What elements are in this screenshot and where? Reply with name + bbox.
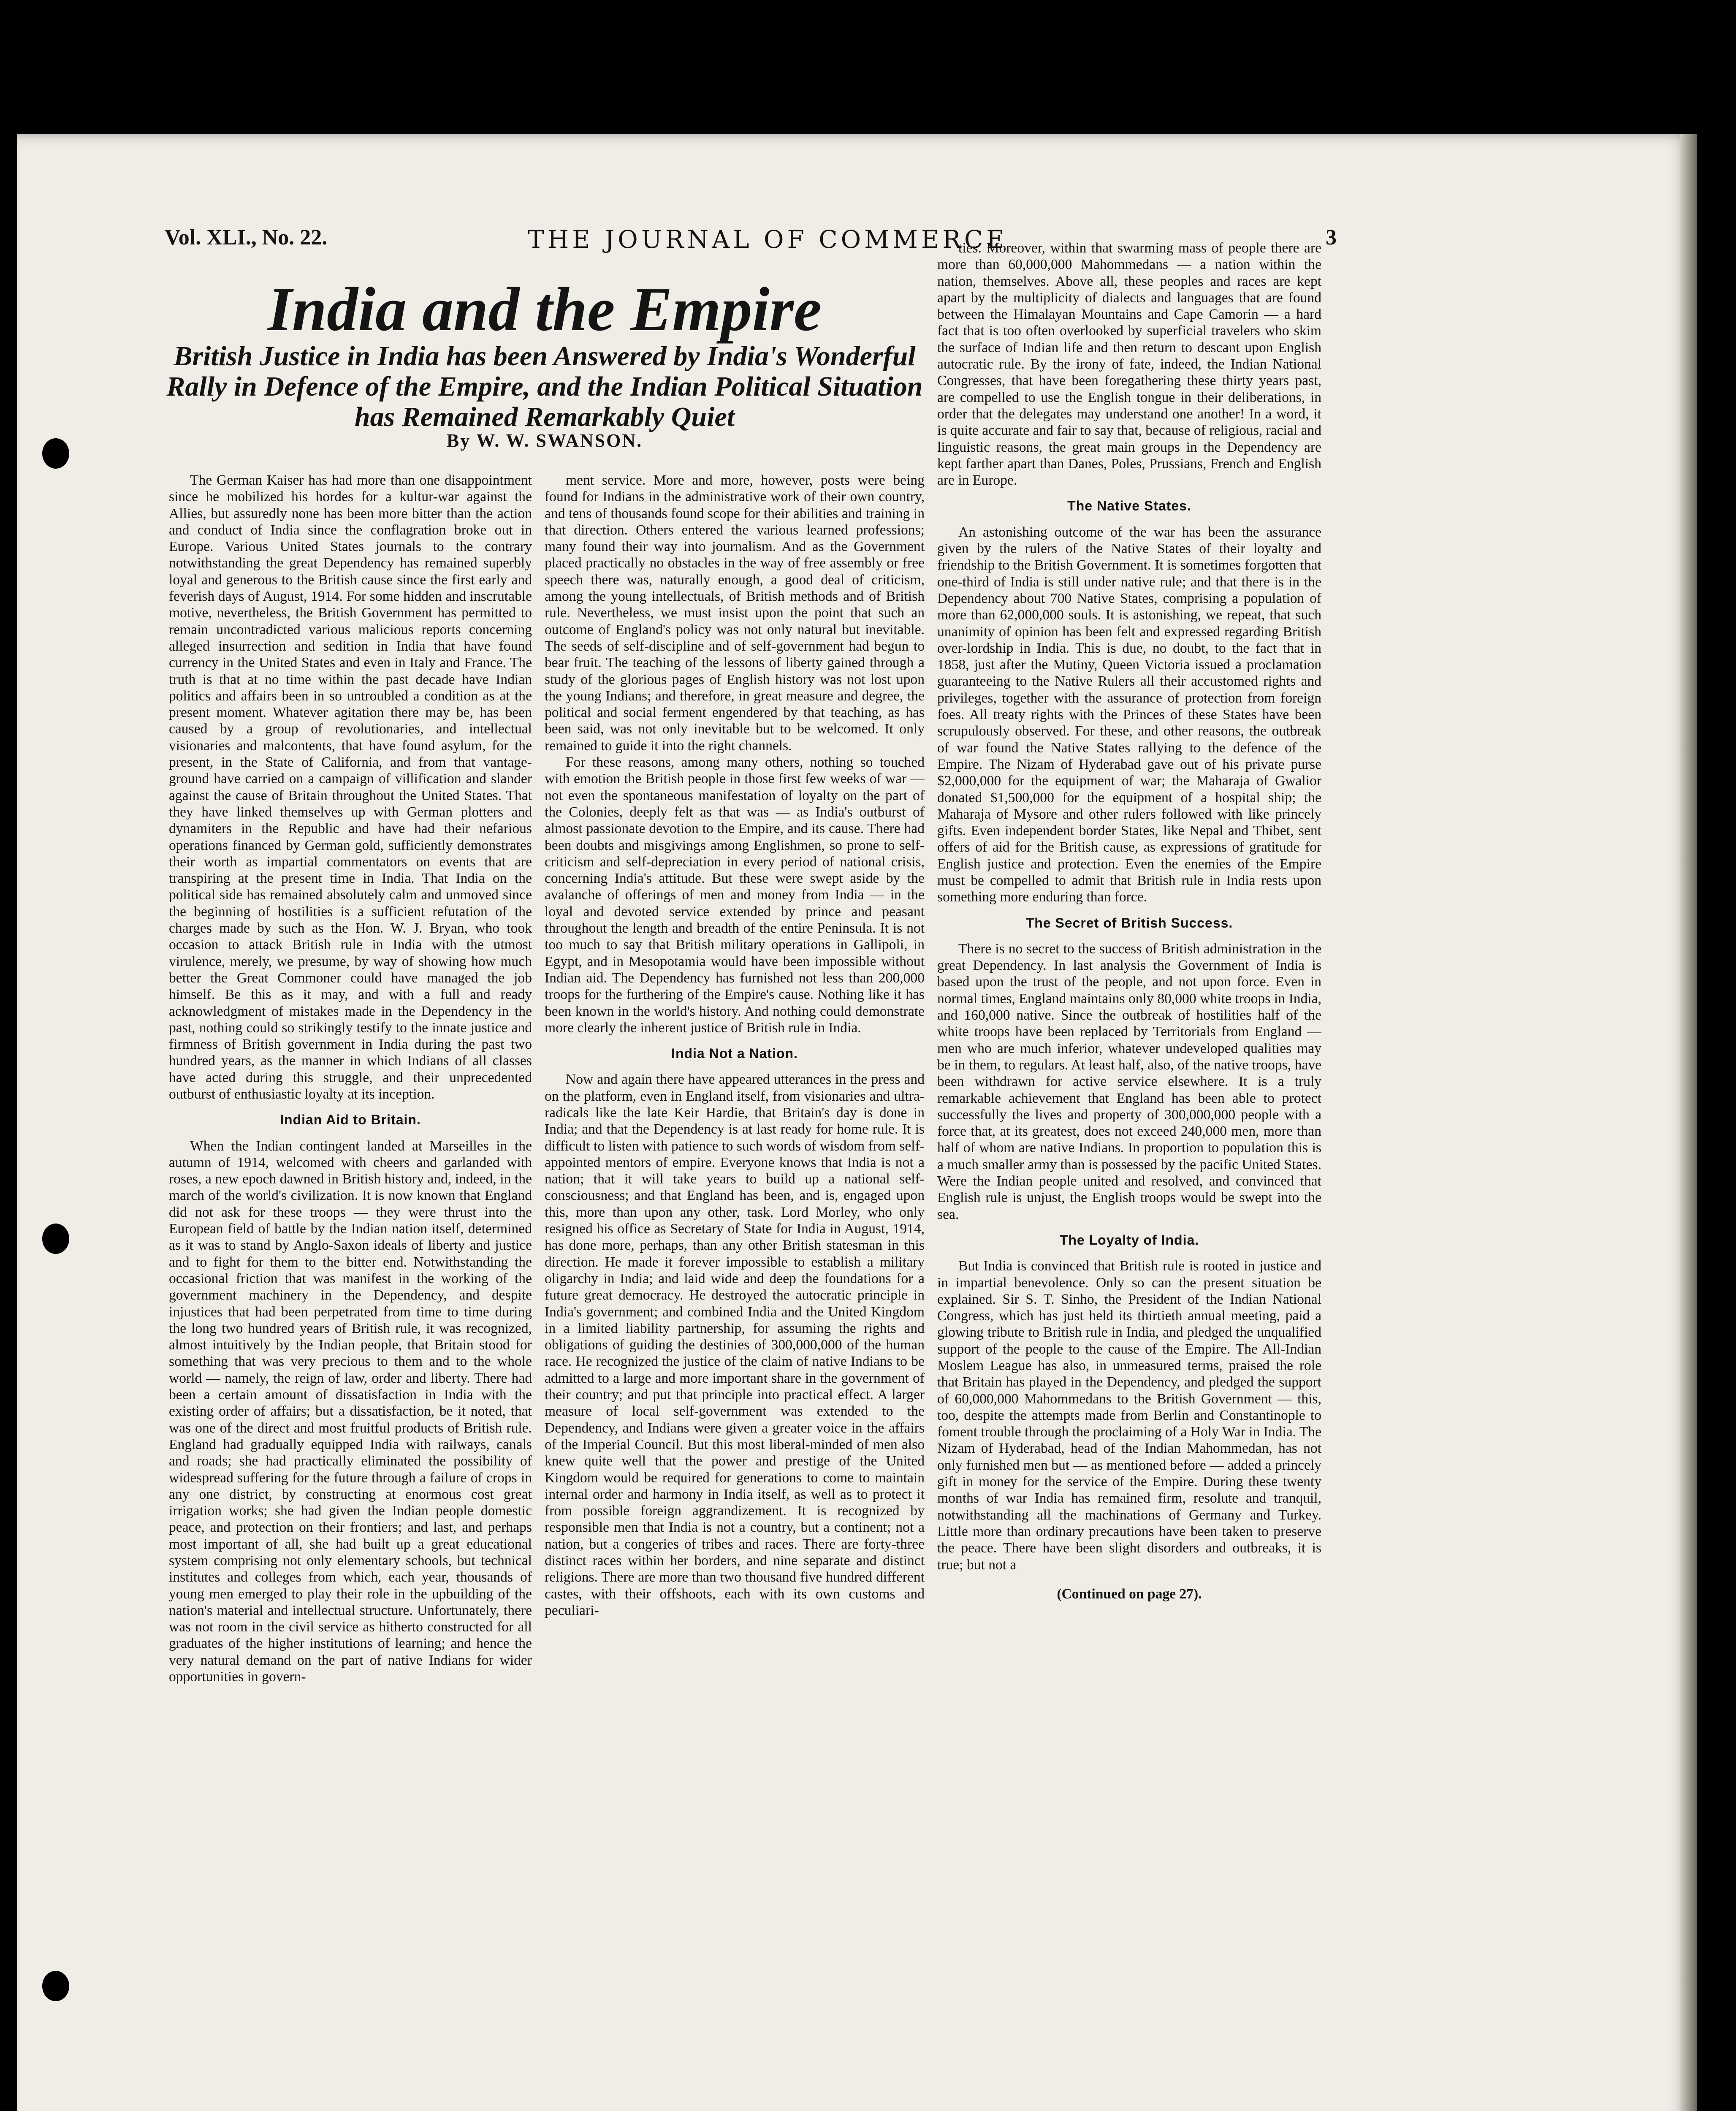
- article-title: India and the Empire: [268, 275, 822, 344]
- page-number: 3: [1326, 225, 1337, 250]
- paragraph: There is no secret to the success of British administration in the great Dependency. In last analysis the Government of India is based upon the trust of the people, and not upon force. Even in normal times, England maintains only 80,000 white troops in India, and 160,000 native. Since the outbreak of hostilities half of the white troops have been replaced by Territorials from England — men who are much inferior, whatever undeveloped qualities may be in them, to regulars. At least half, also, of the native troops, have been withdrawn for active service elsewhere. It is a truly remarkable achievement that England has been able to protect successfully the lives and property of 300,000,000 people with a force that, at its greatest, does not exceed 240,000 men, more than half of whom are native Indians. In proportion to population this is a much smaller army than is possessed by the pacific United States. Were the Indian people united and resolved, and convinced that English rule is unjust, the English troops would be swept into the sea.: [937, 941, 1321, 1222]
- volume-number: Vol. XLI., No. 22.: [165, 225, 328, 250]
- paragraph: ties. Moreover, within that swarming mass of people there are more than 60,000,000 Mahommedans — a nation within the nation, themselves. Above all, these peoples and races are kept apart by the multiplicity of dialects and languages that are found between the Himalayan Mountains and Cape Camorin — a hard fact that is too often overlooked by superficial travelers who skim the surface of Indian life and then return to descant upon English autocratic rule. By the irony of fate, indeed, the Indian National Congresses, that have been foregathering these thirty years past, are compelled to use the English tongue in their deliberations, in order that the delegates may understand one another! In a word, it is quite accurate and fair to say that, because of religious, racial and linguistic reasons, the great main groups in the Dependency are kept farther apart than Danes, Poles, Prussians, French and English are in Europe.: [937, 240, 1321, 488]
- article-column-1: [169, 472, 532, 2111]
- binding-hole: [42, 438, 69, 469]
- section-heading: The Native States.: [1067, 498, 1191, 514]
- page-edge-shadow: [1680, 134, 1697, 2111]
- paragraph: But India is convinced that British rule is rooted in justice and in impartial benevolence. Only so can the present situation be explained. Sir S. T. Sinho, the President of the Indian National Congress, which has just held its thirtieth annual meeting, paid a glowing tribute to British rule in India, and pledged the unqualified support of the people to the cause of the Empire. The All-Indian Moslem League has also, in unmeasured terms, praised the role that Britain has played in the Dependency, and pledged the support of 60,000,000 Mahommedans to the British Government — this, too, despite the attempts made from Berlin and Constantinople to foment trouble through the proclaiming of a Holy War in India. The Nizam of Hyderabad, head of the Indian Mahommedan, has not only furnished men but — as mentioned before — added a princely gift in money for the service of the Empire. During these twenty months of war India has remained firm, resolute and tranquil, notwithstanding all the machinations of Germany and Turkey. Little more than ordinary precautions have been taken to preserve the peace. There have been slight disorders and outbreaks, it is true; but not a: [937, 1258, 1321, 1573]
- paragraph: Now and again there have appeared utterances in the press and on the platform, even in England itself, from visionaries and ultra-radicals like the late Keir Hardie, that Britain's day is done in India; and that the Dependency is at last ready for home rule. It is difficult to listen with patience to such words of wisdom from self-appointed mentors of empire. Everyone knows that India is not a nation; that it will take years to build up a national self-consciousness; and that England has been, and is, engaged upon this, more than upon any other, task. Lord Morley, who only resigned his office as Secretary of State for India in August, 1914, has done more, perhaps, than any other British statesman in this direction. He made it forever impossible to establish a military oligarchy in India; and laid wide and deep the foundations for a future great democracy. He destroyed the autocratic principle in India's government; and combined India and the United Kingdom in a limited liability partnership, for assuming the rights and obligations of guiding the destinies of 300,000,000 of the human race. He recognized the justice of the claim of native Indians to be admitted to a large and more important share in the government of their country; and put that principle into practical effect. A larger measure of local self-government was extended to the Dependency, and Indians were given a greater voice in the affairs of the Imperial Council. But this most liberal-minded of men also knew quite well that the power and prestige of the United Kingdom would be required for generations to come to maintain internal order and harmony in India itself, as well as to protect it from possible foreign aggrandizement. It is recognized by responsible men that India is not a country, but a continent; not a nation, but a congeries of tribes and races. There are forty-three distinct races within her borders, and nine separate and distinct religions. There are more than two thousand five hundred different castes, with their offshoots, each with its own customs and peculiari-: [545, 1072, 925, 1618]
- newspaper-page: [17, 134, 1697, 2111]
- binding-hole: [42, 1224, 69, 1254]
- paragraph: The German Kaiser has had more than one disappointment since he mobilized his hordes for a kultur-war against the Allies, but assuredly none has been more bitter than the action and conduct of India since the conflagration broke out in Europe. Various United States journals to the contrary notwithstanding the great Dependency has remained superbly loyal and generous to the British cause since the first early and feverish days of August, 1914. For some hidden and inscrutable motive, nevertheless, the British Government has permitted to remain uncontradicted various malicious reports concerning alleged insurrection and sedition in India that have found currency in the United States and even in Italy and France. The truth is that at no time within the past decade have Indian politics and affairs been in so untroubled a condition as at the present moment. Whatever agitation there may be, has been caused by a group of revolutionaries, and intellectual visionaries and malcontents, that have found asylum, for the present, in the State of California, and from that vantage-ground have carried on a campaign of villification and slander against the cause of Britain throughout the United States. That they have linked themselves up with German plotters and dynamiters in the Republic and have had their nefarious operations financed by German gold, sufficiently demonstrates their worth as impartial commentators on events that are transpiring at the present time in India. That India on the political side has remained absolutely calm and unmoved since the beginning of hostilities is a sufficient refutation of the charges made by such as the Hon. W. J. Bryan, who took occasion to attack British rule in India with the utmost virulence, merely, we presume, by way of showing how much better the Great Commoner could have managed the job himself. Be this as it may, and with a full and ready acknowledgment of mistakes made in the Dependency in the past, nothing could so strikingly testify to the innate justice and firmness of British government in India during the past two hundred years, as the manner in which Indians of all classes have acted during this struggle, and their unprecedented outburst of enthusiastic loyalty at its inception.: [169, 472, 532, 1102]
- section-heading: The Loyalty of India.: [1059, 1232, 1199, 1248]
- section-heading: The Secret of British Success.: [1025, 915, 1233, 931]
- section-heading: India Not a Nation.: [671, 1046, 798, 1061]
- article-column-3: [937, 240, 1321, 2111]
- article-subtitle: British Justice in India has been Answered by India's Wonderful Rally in Defence of the Empire, and the Indian Political Situation has Remained Remarkably Quiet: [166, 341, 923, 432]
- continued-note: (Continued on page 27).: [1057, 1586, 1202, 1602]
- paragraph: An astonishing outcome of the war has been the assurance given by the rulers of the Native States of their loyalty and friendship to the British Government. It is sometimes forgotten that one-third of India is still under native rule; and that there is in the Dependency about 700 Native States, comprising a population of more than 62,000,000 souls. It is astonishing, we repeat, that such unanimity of opinion has been felt and expressed regarding British over-lordship in India. This is due, no doubt, to the fact that in 1858, just after the Mutiny, Queen Victoria issued a proclamation guaranteeing to the Native Rulers all their accustomed rights and privileges, together with the assurance of protection from foreign foes. All treaty rights with the Princes of these States have been scrupulously observed. For these, and other reasons, the outbreak of war found the Native States rallying to the defence of the Empire. The Nizam of Hyderabad gave out of his private purse $2,000,000 for the equipment of war; the Maharaja of Gwalior donated $1,500,000 for the equipment of a hospital ship; the Maharaja of Mysore and other rulers followed with like princely gifts. Even independent border States, like Nepal and Thibet, sent offers of aid for the British cause, as expressions of gratitude for English justice and protection. Even the enemies of the Empire must be compelled to admit that British rule in India rests upon something more enduring than force.: [937, 524, 1321, 905]
- paragraph: ment service. More and more, however, posts were being found for Indians in the administrative work of their own country, and tens of thousands found scope for their abilities and training in that direction. Others entered the various learned professions; many found their way into journalism. And as the Government placed practically no obstacles in the way of free assembly or free speech there was, naturally enough, a good deal of criticism, among the young intellectuals, of British methods and of British rule. Nevertheless, we must insist upon the point that such an outcome of England's policy was not only natural but inevitable. The seeds of self-discipline and of self-government had begun to bear fruit. The teaching of the lessons of liberty gained through a study of the glorious pages of English history was not lost upon the young Indians; and therefore, in great measure and degree, the political and social ferment engendered by that teaching, as has been said, was not only inevitable but to be welcomed. It only remained to guide it into the right channels.: [545, 472, 925, 754]
- paragraph: For these reasons, among many others, nothing so touched with emotion the British people in those first few weeks of war — not even the spontaneous manifestation of loyalty on the part of the Colonies, deeply felt as that was — as India's outburst of almost passionate devotion to the Empire, and its cause. There had been doubts and misgivings among Englishmen, so prone to self-criticism and self-depreciation in every period of national crisis, concerning India's attitude. But these were swept aside by the avalanche of offerings of men and money from India — in the loyal and devoted service extended by prince and peasant throughout the length and breadth of the entire Peninsula. It is not too much to say that British military operations in Gallipoli, in Egypt, and in Mesopotamia would have been impossible without Indian aid. The Dependency has furnished not less than 200,000 troops for the furthering of the Empire's cause. Nothing like it has been known in the world's history. And nothing could demonstrate more clearly the inherent justice of British rule in India.: [545, 754, 925, 1036]
- paragraph: When the Indian contingent landed at Marseilles in the autumn of 1914, welcomed with cheers and garlanded with roses, a new epoch dawned in British history and, indeed, in the march of the world's civilization. It is now known that England did not ask for these troops — they were thrust into the European field of battle by the Indian nation itself, determined as it was to stand by Anglo-Saxon ideals of liberty and justice and to fight for them to the bitter end. Notwithstanding the occasional friction that was manifest in the working of the government machinery in the Dependency, and despite injustices that had been perpetrated from time to time during the long two hundred years of British rule, it was recognized, almost intuitively by the Indian people, that Britain stood for something that was very precious to them and to the whole world — namely, the reign of law, order and liberty. There had been a certain amount of dissatisfaction in India with the existing order of affairs; but a dissatisfaction, be it noted, that was one of the direct and most fruitful products of British rule. England had gradually equipped India with railways, canals and roads; she had practically eliminated the possibility of widespread suffering for the future through a failure of crops in any one district, by constructing at enormous cost great irrigation works; she had given the Indian people domestic peace, and protection on their frontiers; and last, and perhaps most important of all, she had built up a great educational system comprising not only elementary schools, but technical institutes and colleges from which, each year, thousands of young men emerged to play their role in the upbuilding of the nation's material and intellectual structure. Unfortunately, there was not room in the civil service as hitherto constructed for all graduates of the higher institutions of learning; and hence the very natural demand on the part of native Indians for wider opportunities in govern-: [169, 1138, 532, 1685]
- section-heading: Indian Aid to Britain.: [280, 1112, 421, 1128]
- binding-hole: [42, 1971, 69, 2001]
- publication-title: THE JOURNAL OF COMMERCE: [528, 225, 1008, 254]
- article-column-2: [545, 472, 925, 2111]
- article-byline: By W. W. SWANSON.: [446, 430, 643, 451]
